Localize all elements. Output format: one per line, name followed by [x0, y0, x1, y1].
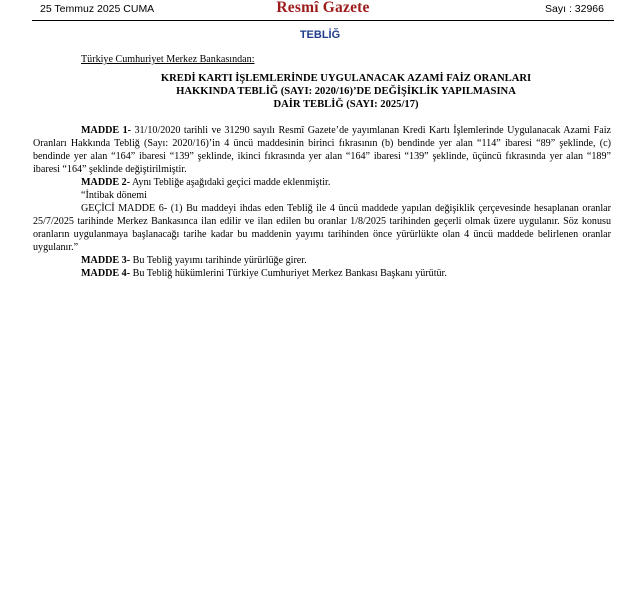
issue-number: Sayı : 32966	[545, 3, 604, 15]
gazette-title: Resmî Gazete	[276, 0, 370, 16]
gazette-header	[32, 0, 614, 21]
transition-heading: “İntibak dönemi	[81, 190, 147, 201]
article-4-label: MADDE 4-	[81, 268, 131, 279]
document-title	[81, 72, 611, 111]
section-heading: TEBLİĞ	[299, 29, 341, 41]
document-body	[33, 53, 612, 280]
document-title-line-1: KREDİ KARTI İŞLEMLERİNDE UYGULANACAK AZAMİ FAİZ ORANLARI	[160, 73, 532, 84]
article-4-text: Bu Tebliğ hükümlerini Türkiye Cumhuriyet Merkez Bankası Başkanı yürütür.	[130, 268, 447, 279]
article-4	[33, 267, 611, 280]
article-2-label: MADDE 2-	[81, 177, 131, 188]
article-2	[33, 176, 611, 189]
issuer-line: Türkiye Cumhuriyet Merkez Bankasından:	[81, 54, 255, 65]
article-2-text: Aynı Tebliğe aşağıdaki geçici madde eklenmiştir.	[130, 177, 331, 188]
article-1-label: MADDE 1-	[81, 125, 131, 136]
temporary-article-6: GEÇİCİ MADDE 6- (1) Bu maddeyi ihdas eden Tebliğ ile 4 üncü maddede yapılan değişiklik çerçevesinde hesaplanan oranlar 25/7/2025 tarihinde Merkez Bankasınca ilan edilir ve ilan edilen bu oranlar 1/8/2025 tarihinden geçerli olmak üzere uygulanır. Söz konusu oranların uygulanmaya başlanacağı tarihe kadar bu maddenin yayımı tarihinden önce yürürlükte olan 4 üncü maddede belirlenen oranlar uygulanır.”	[33, 203, 611, 253]
article-3-label: MADDE 3-	[81, 255, 131, 266]
article-3-text: Bu Tebliğ yayımı tarihinde yürürlüğe girer.	[130, 255, 307, 266]
article-1-text: 31/10/2020 tarihli ve 31290 sayılı Resmî Gazete’de yayımlanan Kredi Kartı İşlemlerinde Uygulanacak Azami Faiz Oranları Hakkında Tebliğ (Sayı: 2020/16)’in 4 üncü maddesinin birinci fıkrasının (b) bendinde yer alan “114” ibaresi “89” şeklinde, (c) bendinde yer alan “164” ibaresi “139” şeklinde, ikinci fıkrasında yer alan “164” ibaresi “139” şeklinde, üçüncü fıkrasında yer alan “189” ibaresi “164” şeklinde değiştirilmiştir.	[33, 125, 612, 175]
publication-date: 25 Temmuz 2025 CUMA	[40, 3, 155, 15]
article-3	[33, 254, 611, 267]
document-title-line-3: DAİR TEBLİĞ (SAYI: 2025/17)	[273, 99, 419, 110]
article-1	[33, 124, 611, 176]
document-title-line-2: HAKKINDA TEBLİĞ (SAYI: 2020/16)’DE DEĞİŞİKLİK YAPILMASINA	[176, 86, 516, 97]
